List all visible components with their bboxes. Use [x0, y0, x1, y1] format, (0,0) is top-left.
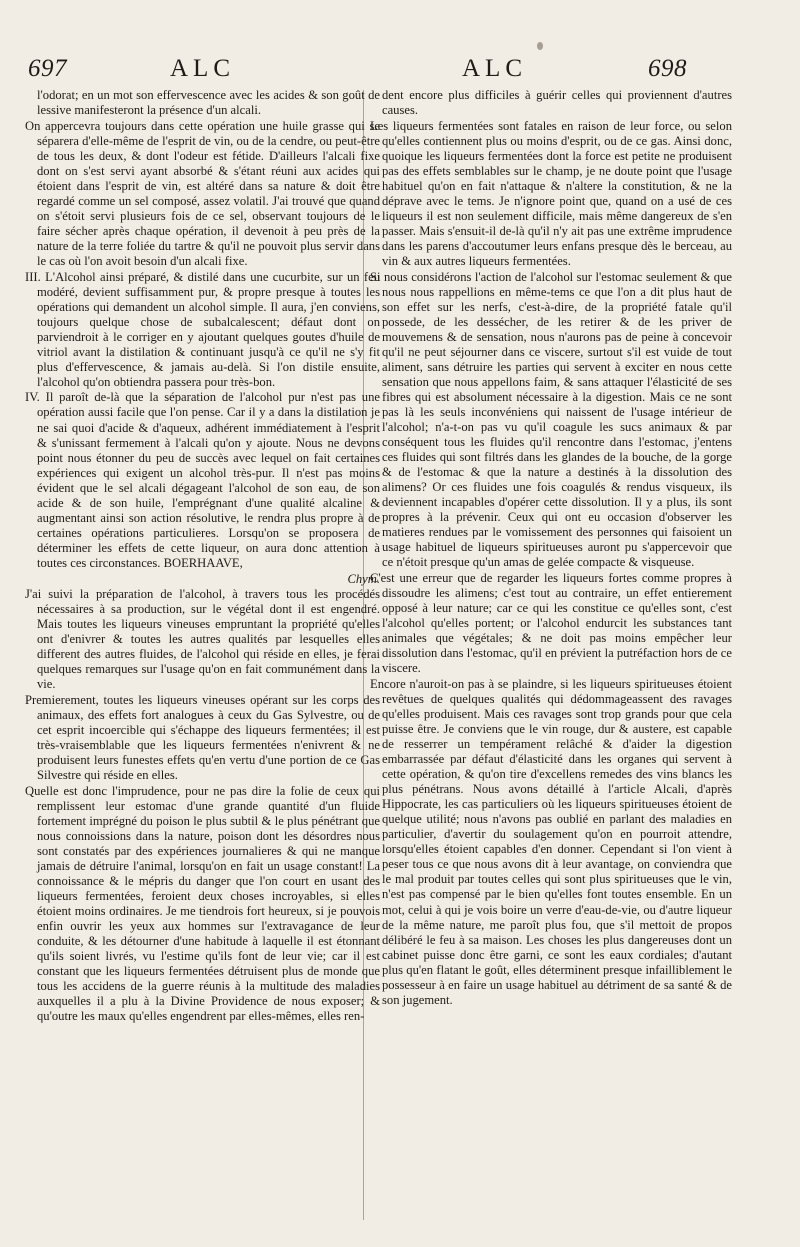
paragraph: J'ai suivi la préparation de l'alcohol, à travers tous les procédés nécessaires à sa production, sur le végétal dont il est engendré. Mais toutes les liqueurs vineuses empruntant la propriété qu'elles ont d'enivrer & toutes les autres qualités par lesquelles elles different des autres fluides, de l'alcohol qui réside en elles, je ferai quelques remarques sur l'usage qu'on en fait communément dans la vie.	[25, 587, 380, 692]
left-column	[25, 88, 380, 1025]
paragraph: Chym.	[347, 571, 380, 586]
right-running-title: ALC	[462, 55, 527, 82]
paragraph: C'est une erreur que de regarder les liqueurs fortes comme propres à dissoudre les alimens; c'est tout au contraire, un effet entierement opposé à leur nature; car ce qui les constitue ce qu'elles sont, c'est l'alcohol qu'elles portent; or l'alcohol endurcit les substances tant animales que végétales; & ne doit pas moins empêcher leur dissolution dans l'estomac, qu'il en prévient la putréfaction hors de ce viscere.	[370, 571, 732, 676]
left-page-number: 697	[28, 55, 67, 82]
paragraph: Premierement, toutes les liqueurs vineuses opérant sur les corps des animaux, des effets fort analogues à ceux du Gas Sylvestre, ou de cet esprit incoercible qui s'échappe des liqueurs fermentées; il est très-vraisemblable que les liqueurs fermentées n'enivrent & ne produisent leurs funestes effets qu'en vertu d'une portion de ce Gas Silvestre qui réside en elles.	[25, 692, 380, 783]
paragraph: dent encore plus difficiles à guérir celles qui proviennent d'autres causes.	[382, 88, 732, 118]
paragraph: Les liqueurs fermentées sont fatales en raison de leur force, ou selon qu'elles contiennent plus ou moins d'esprit, ou de ce gas. Ainsi donc, quoique les liqueurs fermentées dont la force est petite ne produisent pas des effets semblables sur le champ, je ne doute point que l'usage habituel qu'on en fait n'attaque & n'altere la constitution, & ne la déprave avec le tems. Je n'ignore point que, quand on a usé de ces liqueurs il est non seulement difficile, mais même dangereux de s'en passer. Mais s'ensuit-il de-là qu'il n'y ait pas une extrême imprudence dans les parens d'accoutumer leurs enfans presque dès le berceau, au vin & aux autres liqueurs fermentées.	[370, 118, 732, 269]
paragraph: On appercevra toujours dans cette opération une huile grasse qui se séparera d'elle-même de l'esprit de vin, ou de la cendre, ou peut-être de tous les deux, & dont l'odeur est fétide. D'ailleurs l'alcali fixe dont on s'est servi ayant absorbé & s'étant réuni aux acides qui étoient dans l'esprit de vin, est altéré dans sa nature & doit être regardé comme un sel composé, assez volatil. J'ai trouvé que quand on s'étoit servi plusieurs fois de ce sel, observant toujours de le faire sécher après chaque opération, il devenoit à peu près de la nature de la terre foliée du tartre & qu'il ne pouvoit plus servir dans le cas où l'on avoit besoin d'un alcali fixe.	[25, 118, 380, 269]
ink-blot	[537, 42, 543, 50]
page-header	[0, 0, 800, 96]
paragraph: III. L'Alcohol ainsi préparé, & distilé dans une cucurbite, sur un feu modéré, devient suffisamment pur, & propre presque à toutes les opérations qui demandent un alcohol simple. Il aura, j'en conviens, toujours quelque chose de subalcalescent; défaut dont on parviendroit à le corriger en y ajoutant quelques goutes d'huile de vitriol avant la distilation & continuant jusqu'à ce qu'il ne s'y fit plus d'effervescence, & jamais au-delà. Si l'on distile ensuite, l'alcohol qu'on obtiendra passera pour très-bon.	[25, 269, 380, 389]
right-page-number: 698	[648, 55, 687, 82]
paragraph: Quelle est donc l'imprudence, pour ne pas dire la folie de ceux qui remplissent leur estomac d'une grande quantité d'un fluide fortement imprégné du poison le plus subtil & le plus pénétrant que nous connoissions dans la nature, poison dont les désordres nous sont constatés par des expériences journalieres & qui ne manque jamais de détruire l'animal, lorsqu'on en fait un usage constant! La connoissance & le mépris du danger que l'on court en usant des liqueurs fermentées, feroient deux choses incroyables, si elles étoient moins ordinaires. Je me tiendrois fort heureux, si je pouvois enfin ouvrir les yeux aux hommes sur l'extravagance de leur conduite, & les détourner d'une habitude à laquelle il est étonnant qu'ils soient livrés, vu l'estime qu'ils font de leur vie; car il est constant que les liqueurs fermentées détruisent plus de monde que tous les accidens de la guerre réunis à la multitude des maladies auxquelles il a plu à la Divine Providence de nous exposer; & qu'outre les maux qu'elles engendrent par elles-mêmes, elles ren-	[25, 783, 380, 1024]
paragraph: l'odorat; en un mot son effervescence avec les acides & son goût de lessive manifesteront la présence d'un alcali.	[37, 88, 380, 118]
right-column	[370, 88, 732, 1008]
left-running-title: ALC	[170, 55, 235, 82]
paragraph: Si nous considérons l'action de l'alcohol sur l'estomac seulement & que nous nous rappellions en même-tems ce que l'on a dit plus haut de son effet sur les nerfs, c'est-à-dire, de la propriété fatale qu'il possede, de les dessécher, de les retirer & de les priver de mouvemens & de sensation, nous n'aurons pas de peine à concevoir qu'il ne peut séjourner dans ce viscere, surtout s'il est vuide de tout aliment, sans détruire les parties qui servent à exciter en nous cette sensation que nous appellons faim, & sans attaquer l'élasticité de ses fibres qui est absolument nécessaire à la digestion. Mais ce ne sont pas là les seuls inconvéniens qui naissent de l'usage intérieur de l'alcohol; n'a-t-on pas vu qu'il coagule les sucs animaux & par conséquent tous les fluides qu'il rencontre dans l'estomac, j'entens ces fluides qui sont filtrés dans les glandes de la bouche, de la gorge & de l'estomac & que la nature a destinés à la dissolution des alimens? Or ces fluides une fois coagulés & rendus visqueux, ils deviennent incapables d'opérer cette dissolution. Il y a plus, ils sont propres à la prévenir. Ceux qui ont eu occasion d'observer les matieres rendues par le vomissement des personnes qui faisoient un usage habituel de liqueurs spiritueuses auront pu s'appercevoir que ce n'étoit presque qu'un amas de gelée compacte & visqueuse.	[370, 269, 732, 570]
paragraph: Encore n'auroit-on pas à se plaindre, si les liqueurs spiritueuses étoient revêtues de quelques qualités qui dédommageassent des ravages qu'elles produisent. Mais ces ravages sont trop grands pour que cela puisse être. Je conviens que le vin rouge, dur & austere, est capable de resserrer un tempérament relâché & d'aider la digestion embarrassée par défaut d'élasticité dans les organes qui servent à cette opération, & qu'on tire d'excellens remedes des vins blancs les plus pénétrans. Nous avons détaillé à l'article Alcali, d'après Hippocrate, les cas particuliers où les liqueurs spiritueuses étoient de quelque utilité; nous n'avons pas oublié en parlant des maladies en particulier, d'avertir du soulagement qu'on en pourroit attendre, lorsqu'elles étoient capables d'en donner. Cependant si l'on vient à peser tous ce que nous avons dit à leur avantage, on conviendra que le mal produit par toutes celles qui sont plus spiritueuses que le vin, n'est pas compensé par le bien qu'elles font toutes ensemble. En un mot, celui à qui je vois boire un verre d'eau-de-vie, ou d'autre liqueur de la même nature, me paroît plus fou, que s'il mettoit de propos délibéré le feu à sa maison. Les choses les plus dangereuses dont un cabinet puisse donc être garni, ce sont les eaux cordiales; d'autant plus qu'en flatant le goût, elles déterminent presque infailliblement le possesseur à en faire un usage habituel au détriment de sa santé & de son jugement.	[370, 676, 732, 1007]
paragraph: IV. Il paroît de-là que la séparation de l'alcohol pur n'est pas une opération aussi facile que l'on pense. Car il y a dans la distilation je ne sai quoi d'acide & d'aqueux, adhérent immédiatement à l'esprit & s'unissant fermement à l'alcali qu'on y ajoute. Nous ne devons point nous étonner du peu de succès avec lequel on fait certaines expériences qui exigent un alcohol très-pur. Il n'est pas moins évident que le sel alcali dégageant l'alcohol de son eau, de son acide & de son huile, l'emprégnant d'une qualité alcaline & augmentant ainsi son action résolutive, le rendra plus propre à de certaines opérations particulieres. Lorsqu'on se proposera de déterminer les effets de cette liqueur, on aura donc attention à toutes ces circonstances. BOERHAAVE,	[25, 390, 380, 570]
